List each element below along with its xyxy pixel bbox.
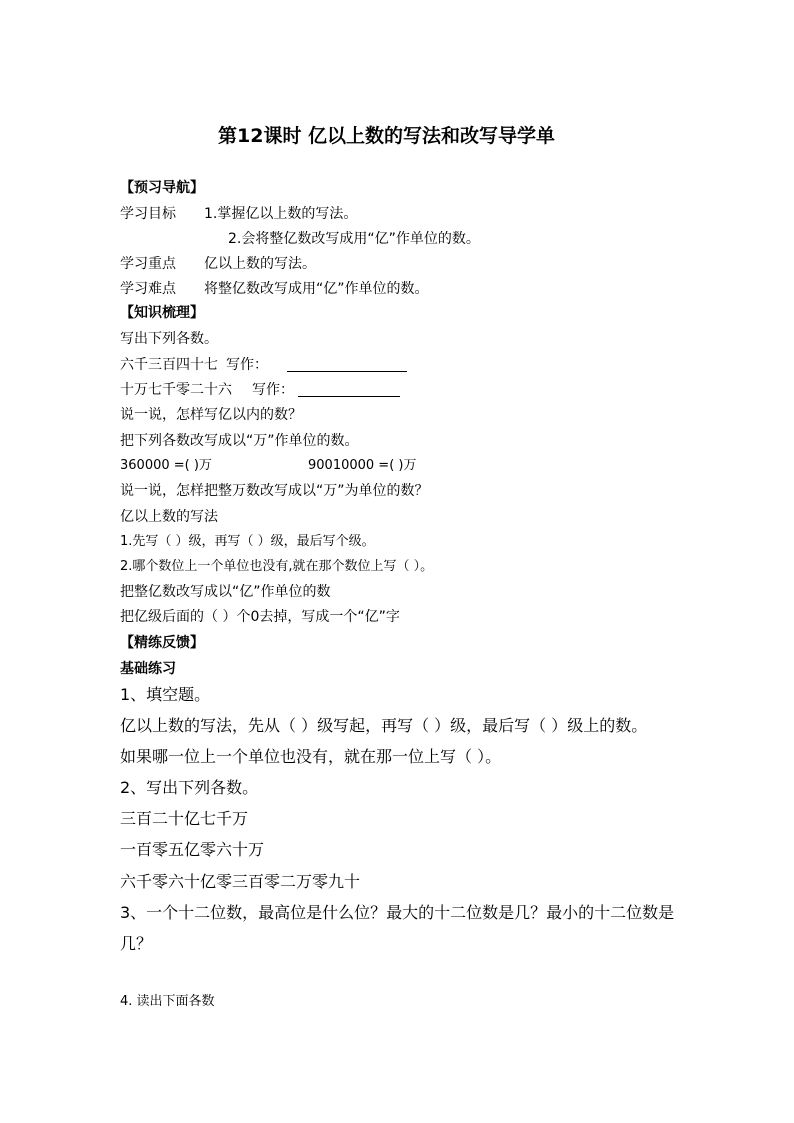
basic-practice-label: 基础练习 — [120, 661, 176, 677]
goal-item-1: 1.掌握亿以上数的写法。 — [204, 206, 358, 222]
question-4-title: 4. 读出下面各数 — [120, 994, 215, 1009]
rewrite-exercise-a: 360000 =( )万 — [120, 458, 212, 473]
rewrite-yi-text: 把亿级后面的（ ）个0去掉，写成一个“亿”字 — [120, 609, 400, 625]
section-preview-heading: 【预习导航】 — [120, 180, 204, 196]
write-item-2: 十万七千零二十六 — [120, 382, 232, 398]
write-prompt: 写出下列各数。 — [120, 331, 218, 347]
section-knowledge-heading: 【知识梳理】 — [120, 305, 204, 321]
question-1-title: 1、填空题。 — [120, 685, 211, 704]
key-point-text: 亿以上数的写法。 — [204, 256, 316, 272]
discuss-question-1: 说一说，怎样写亿以内的数？ — [120, 407, 302, 423]
question-2-item-c: 六千零六十亿零三百零二万零九十 — [120, 872, 361, 891]
question-3-line-1: 3、一个十二位数，最高位是什么位？最大的十二位数是几？最小的十二位数是 — [120, 903, 675, 922]
rewrite-yi-title: 把整亿数改写成以“亿”作单位的数 — [120, 584, 331, 600]
answer-blank-2[interactable] — [298, 382, 400, 397]
difficulty-text: 将整亿数改写成用“亿”作单位的数。 — [204, 281, 429, 297]
question-2-title: 2、写出下列各数。 — [120, 778, 259, 797]
method-step-2: 2.哪个数位上一个单位也没有,就在那个数位上写（ ）。 — [120, 559, 434, 574]
question-2-item-a: 三百二十亿七千万 — [120, 809, 249, 828]
goal-label: 学习目标 — [120, 206, 176, 222]
page-title: 第12课时 亿以上数的写法和改写导学单 — [218, 125, 556, 147]
answer-blank-1[interactable] — [287, 357, 407, 372]
write-label-1: 写作： — [226, 357, 268, 373]
write-label-2: 写作： — [252, 382, 294, 398]
write-item-1: 六千三百四十七 — [120, 357, 218, 373]
question-3-line-2: 几？ — [120, 934, 153, 953]
section-practice-heading: 【精练反馈】 — [120, 635, 204, 651]
goal-item-2: 2.会将整亿数改写成用“亿”作单位的数。 — [228, 231, 480, 247]
discuss-question-2: 说一说，怎样把整万数改写成以“万”为单位的数？ — [120, 483, 429, 499]
method-step-1: 1.先写（ ）级，再写（ ）级，最后写个级。 — [120, 534, 375, 549]
rewrite-prompt: 把下列各数改写成以“万”作单位的数。 — [120, 433, 359, 449]
question-1-line-2: 如果哪一位上一个单位也没有，就在那一位上写（ ）。 — [120, 747, 502, 766]
question-2-item-b: 一百零五亿零六十万 — [120, 840, 265, 859]
method-title: 亿以上数的写法 — [120, 509, 218, 525]
question-1-line-1: 亿以上数的写法，先从（ ）级写起，再写（ ）级，最后写（ ）级上的数。 — [120, 716, 648, 735]
key-point-label: 学习重点 — [120, 256, 176, 272]
rewrite-exercise-b: 90010000 =( )万 — [308, 458, 417, 473]
difficulty-label: 学习难点 — [120, 281, 176, 297]
